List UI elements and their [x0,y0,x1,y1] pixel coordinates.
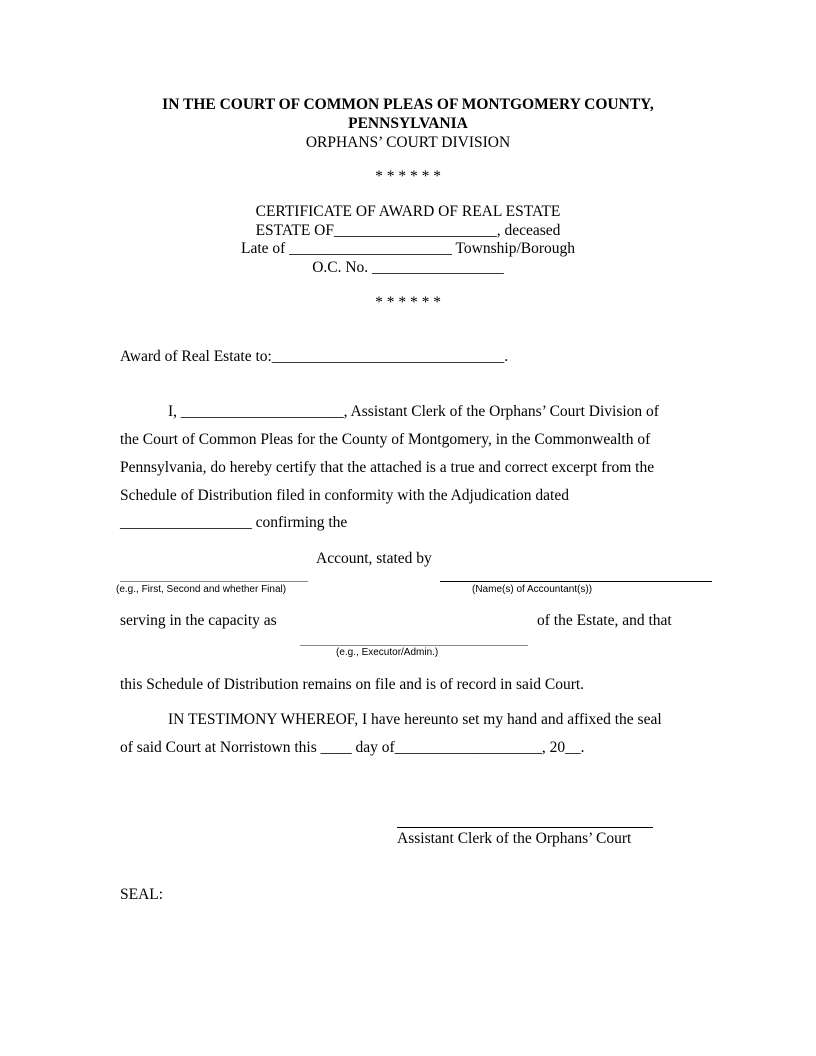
account-type-blank [120,581,308,582]
award-of-real-estate-line: Award of Real Estate to:______________________________. [120,348,509,365]
remains-on-file-line: this Schedule of Distribution remains on file and is of record in said Court. [120,676,585,693]
header-separator: * * * * * * [375,168,441,185]
certificate-title: CERTIFICATE OF AWARD OF REAL ESTATE [255,203,561,220]
capacity-suffix: of the Estate, and that [537,612,672,629]
testimony-line2: of said Court at Norristown this ____ day of___________________, 20__. [120,739,585,756]
court-title-line1: IN THE COURT OF COMMON PLEAS OF MONTGOMERY COUNTY, [162,96,654,113]
account-type-hint: (e.g., First, Second and whether Final) [116,584,287,595]
caption-separator: * * * * * * [375,294,441,311]
body-para1-line2: the Court of Common Pleas for the County of Montgomery, in the Commonwealth of [120,431,651,448]
court-title-line2: PENNSYLVANIA [348,115,468,132]
oc-number-line: O.C. No. _________________ [312,259,504,276]
account-stated-by: Account, stated by [316,550,432,567]
capacity-prefix: serving in the capacity as [120,612,277,629]
body-para1-line3: Pennsylvania, do hereby certify that the attached is a true and correct excerpt from the [120,459,655,476]
body-para1-line4: Schedule of Distribution filed in conformity with the Adjudication dated [120,487,569,504]
late-of-line: Late of _____________________ Township/Borough [240,240,575,257]
capacity-blank [300,645,528,646]
signature-line [397,827,653,828]
court-division: ORPHANS’ COURT DIVISION [305,134,511,151]
accountant-hint: (Name(s) of Accountant(s)) [472,584,593,595]
signature-title: Assistant Clerk of the Orphans’ Court [397,830,632,847]
seal-label: SEAL: [120,886,164,903]
body-para1-line5: _________________ confirming the [120,514,348,531]
estate-of-line: ESTATE OF_____________________, deceased [255,222,561,239]
testimony-line1: IN TESTIMONY WHEREOF, I have hereunto set my hand and affixed the seal [168,711,662,728]
body-para1-line1: I, _____________________, Assistant Clerk of the Orphans’ Court Division of [168,403,659,420]
capacity-hint: (e.g., Executor/Admin.) [336,647,439,658]
accountant-name-blank [440,581,712,582]
